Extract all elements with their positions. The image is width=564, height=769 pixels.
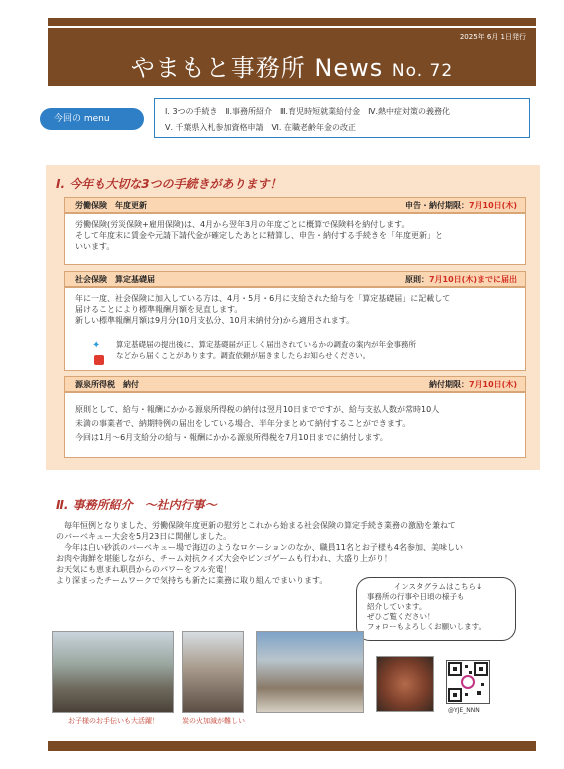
due-prefix: 納付期限： [428, 380, 469, 389]
body-line: 毎年恒例となりました、労働保険年度更新の慰労とこれから始まる社会保険の算定手続き業務の激励を兼ねて [64, 521, 456, 530]
photo-caption: 炭の火加減が難しい [182, 717, 245, 725]
menu-label: 今回の menu [40, 108, 144, 130]
grilled-food-photo [376, 656, 434, 712]
bbq-photo-group [52, 631, 174, 713]
body-line: 今回は1月～6月支給分の給与・報酬にかかる源泉所得税を7月10日までに納付します。 [75, 433, 388, 442]
issue-date: 2025年 6月 1日発行 [459, 33, 526, 41]
body-line: お天気にも恵まれ职員からのパワーをフル充電！ [56, 565, 232, 574]
menu-row-2: Ⅴ. 千葉県入札参加資格申請 Ⅵ. 在職老齢年金の改正 [165, 123, 357, 132]
body-line: 新しい標準報酬月額は9月分(10月支払分、10月末納付分)から適用されます。 [75, 316, 355, 325]
bbq-photo-grill [182, 631, 244, 713]
note-badge-icon [94, 355, 104, 365]
due-date: 7月10日(木) [468, 380, 517, 389]
body-line: 未満の事業者で、納期特例の届出をしている場合、半年分まとめて納付することができます。 [75, 419, 411, 428]
body-line: 届けることにより標準報酬月額を見直します。 [75, 305, 243, 314]
item-label: 源泉所得税 納付 [75, 380, 139, 389]
menu-row-1: Ⅰ. 3つの手続き Ⅱ.事務所紹介 Ⅲ.育児時短就業給付金 Ⅳ.熱中症対策の義務化 [165, 107, 450, 116]
item-due [405, 200, 517, 211]
title-text: やまもと事務所 News [130, 54, 384, 82]
item-bar-labor-insurance [64, 197, 526, 213]
footer-bar [48, 741, 536, 751]
body-line: 今年は白い砂浜のバーベキュー場で海辺のようなロケーションのなか、職員11名とお子様も4名参加、美味しい [64, 543, 463, 552]
callout-line: 紹介しています。 [367, 602, 427, 611]
group-photo [256, 631, 364, 713]
note-line: などから届くことがあります。調査依頼が届きましたらお知らせください。 [116, 351, 371, 360]
body-line: お肉や海鮮を堪能しながら、チーム対抗クイズ大会やビンゴゲームも行われ、大盛り上がり！ [56, 554, 392, 563]
qr-pattern [447, 661, 489, 703]
section-1-title: Ⅰ. 今年も大切な3つの手続きがあります！ [56, 177, 282, 191]
issue-number: No. 72 [391, 61, 454, 81]
item-label: 労働保険 年度更新 [75, 201, 147, 210]
body-line: のバーベキュー大会を5月23日に開催しました。 [56, 532, 232, 541]
body-line: 原則として、給与・報酬にかかる源泉所得税の納付は翌月10日までですが、給与支払人数が常時10人 [75, 405, 440, 414]
header-banner [48, 28, 536, 86]
item-body-labor-insurance [64, 213, 526, 265]
callout-line: 事務所の行事や日頃の様子も [367, 592, 465, 601]
due-date: 7月10日(木) [468, 201, 517, 210]
qr-caption: @YJE_NNN [448, 707, 480, 714]
item-due [429, 379, 517, 390]
item-body-withholding-tax [64, 392, 526, 458]
due-date: 7月10日(木)までに届出 [428, 275, 517, 284]
photo-caption: お子様のお手伝いも大活躍！ [68, 717, 159, 725]
due-prefix: 申告・納付期限： [404, 201, 469, 210]
section-2-title: Ⅱ. 事務所紹介 ～社内行事～ [56, 498, 217, 512]
menu-contents [154, 98, 530, 138]
qr-code-icon [446, 660, 490, 704]
callout-line: インスタグラムはこちら↓ [393, 582, 483, 591]
item-label: 社会保険 算定基礎届 [75, 275, 155, 284]
instagram-callout [356, 577, 516, 641]
body-line: 労働保険(労災保険+雇用保険)は、4月から翌年3月の年度ごとに概算で保険料を納付します。 [75, 220, 410, 229]
item-bar-social-insurance [64, 271, 526, 287]
body-line: いいます。 [75, 242, 115, 251]
newsletter-title [48, 48, 536, 83]
item-due [405, 274, 517, 285]
bird-icon: ✦ [92, 340, 101, 351]
callout-line: ぜひご覧ください！ [367, 612, 435, 621]
social-insurance-note [116, 339, 528, 367]
item-bar-withholding-tax [64, 376, 526, 392]
header-top-stripe [48, 18, 536, 26]
body-line: そして年度末に賃金や元請下請代金が確定したあとに精算し、申告・納付する手続きを「年度更新」と [75, 231, 443, 240]
callout-line: フォローもよろしくお願いします。 [367, 622, 487, 631]
note-line: 算定基礎届の提出後に、算定基礎届が正しく届出されているかの調査の案内が年金事務所 [116, 340, 416, 349]
body-line: より深まったチームワークで気持ちも新たに業務に取り組んでまいります。 [56, 576, 328, 585]
due-prefix: 原則： [404, 275, 429, 284]
body-line: 年に一度、社会保険に加入している方は、4月・5月・6月に支給された給与を「算定基礎届」に記載して [75, 294, 451, 303]
